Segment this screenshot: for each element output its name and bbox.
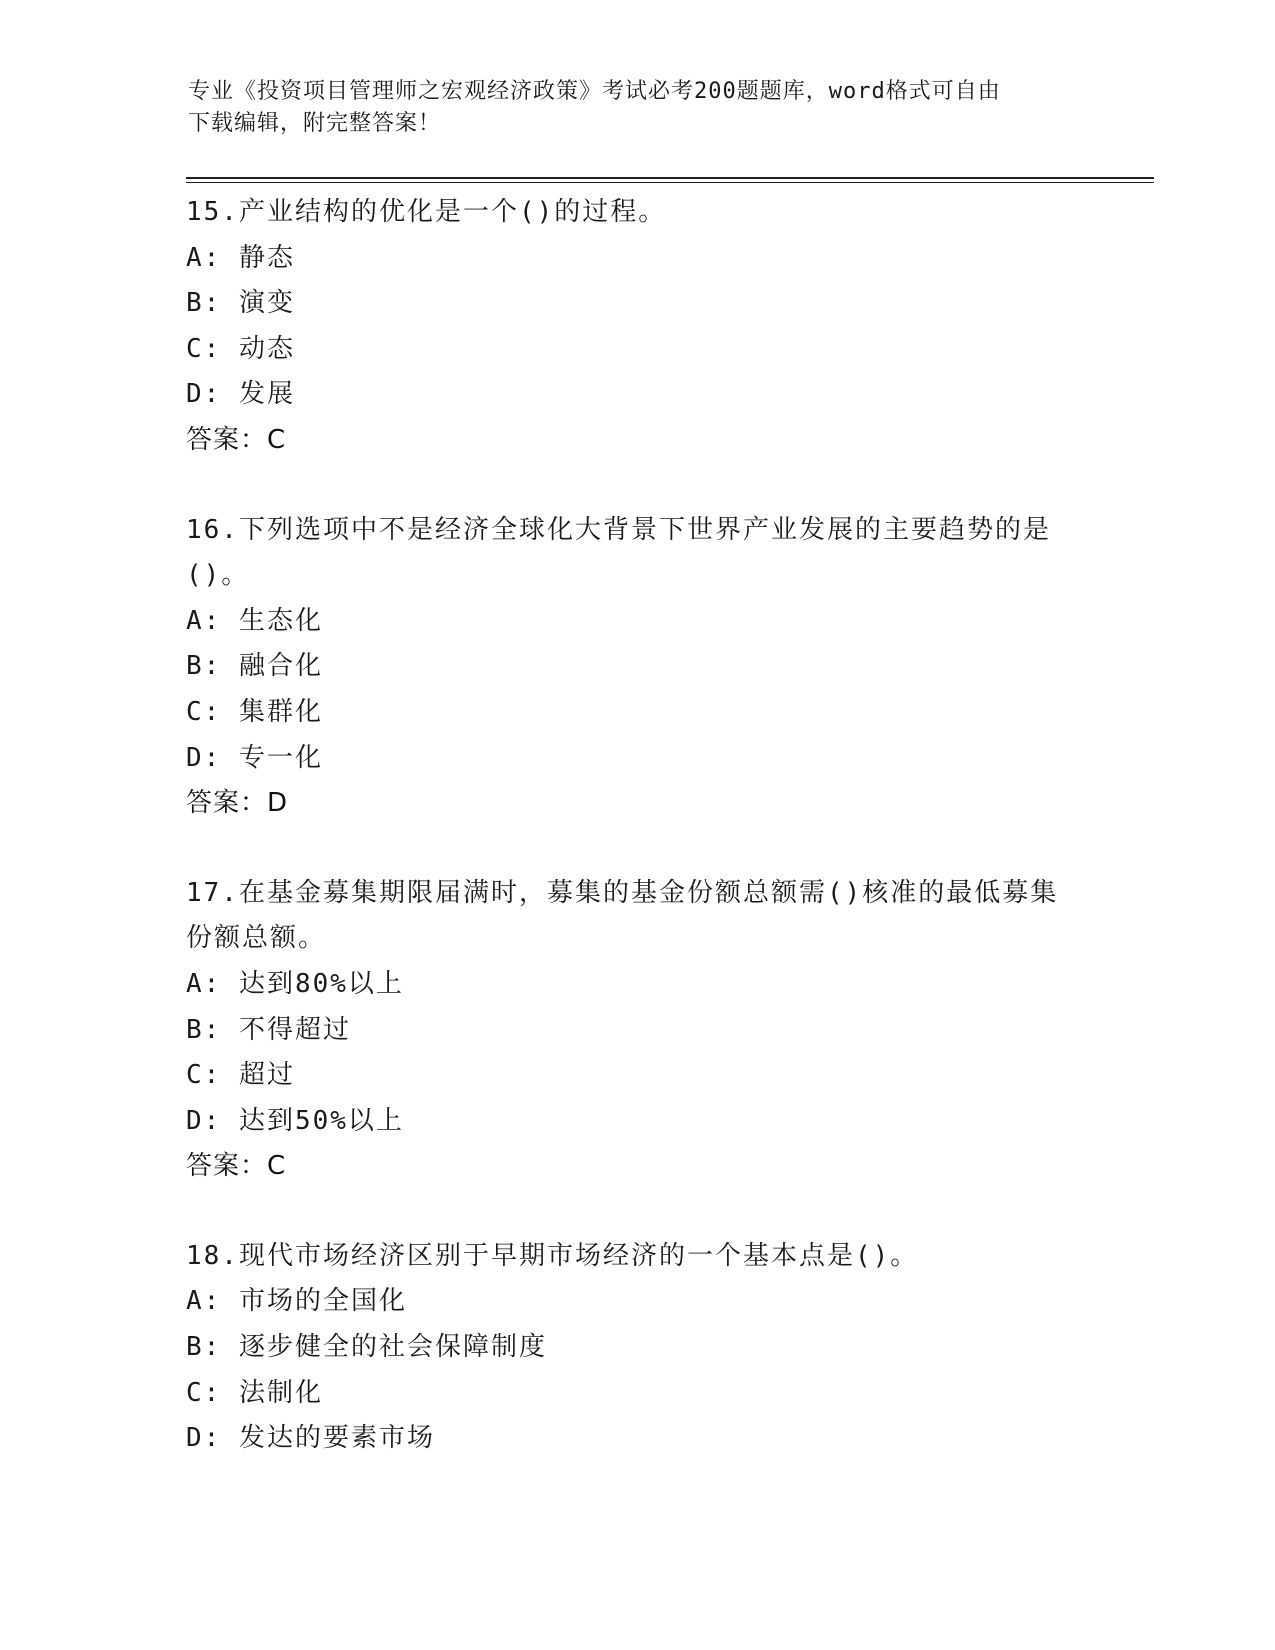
question-stem: 18.现代市场经济区别于早期市场经济的一个基本点是()。 xyxy=(186,1240,919,1271)
option-c: C: 法制化 xyxy=(186,1377,323,1408)
question-stem: 15.产业结构的优化是一个()的过程。 xyxy=(186,197,667,227)
question-stem: 17.在基金募集期限届满时，募集的基金份额总额需()核准的最低募集份额总额。 xyxy=(186,877,1059,954)
question-16 xyxy=(186,508,1086,827)
option-d: D: 发展 xyxy=(186,379,295,410)
option-b: B: 演变 xyxy=(186,288,295,319)
option-d: D: 达到50%以上 xyxy=(186,1105,404,1136)
option-a: A: 静态 xyxy=(186,242,295,273)
option-c: C: 动态 xyxy=(186,333,295,364)
option-d: D: 发达的要素市场 xyxy=(186,1423,435,1454)
header-title-line2: 下载编辑，附完整答案！ xyxy=(188,111,442,136)
answer-line: 答案：C xyxy=(186,1151,287,1182)
answer-line: 答案：C xyxy=(186,424,287,455)
question-17 xyxy=(186,871,1086,1190)
answer-line: 答案：D xyxy=(186,788,289,819)
option-d: D: 专一化 xyxy=(186,742,323,773)
option-b: B: 不得超过 xyxy=(186,1014,351,1045)
option-a: A: 生态化 xyxy=(186,605,323,636)
option-c: C: 集群化 xyxy=(186,696,323,727)
option-c: C: 超过 xyxy=(186,1060,295,1091)
question-list xyxy=(186,190,1086,1506)
document-header xyxy=(188,76,1088,140)
option-a: A: 达到80%以上 xyxy=(186,968,404,999)
header-divider-bottom xyxy=(186,182,1154,183)
header-divider-top xyxy=(186,177,1154,179)
option-a: A: 市场的全国化 xyxy=(186,1286,407,1317)
question-18 xyxy=(186,1234,1086,1462)
question-15 xyxy=(186,190,1086,464)
header-title-line1: 专业《投资项目管理师之宏观经济政策》考试必考200题题库，word格式可自由 xyxy=(188,79,1001,104)
option-b: B: 逐步健全的社会保障制度 xyxy=(186,1332,547,1363)
question-stem: 16.下列选项中不是经济全球化大背景下世界产业发展的主要趋势的是()。 xyxy=(186,514,1051,591)
option-b: B: 融合化 xyxy=(186,651,323,682)
